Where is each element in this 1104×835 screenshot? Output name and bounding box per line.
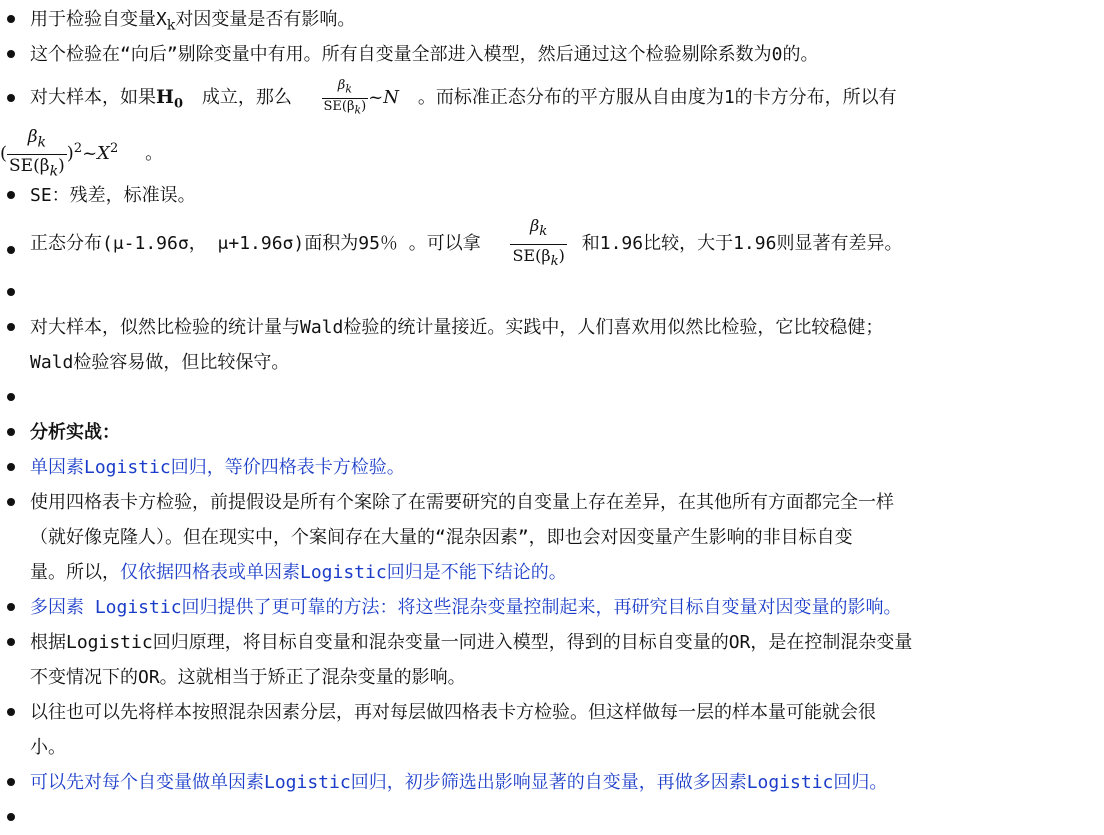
list-item (0, 275, 1104, 310)
bullet-icon (7, 94, 15, 102)
item-text: 对大样本，如果 (30, 87, 156, 108)
fraction-beta-over-se: $\frac{\beta_k}{SE(\beta_k)}$ (512, 216, 565, 269)
h0-symbol: H (156, 86, 174, 108)
bullet-icon (7, 246, 15, 254)
bullet-icon (7, 463, 15, 471)
item-text: 小。 (30, 737, 66, 758)
item-text: 以往也可以先将样本按照混杂因素分层，再对每层做四格表卡方检验。但这样做每一层的样本量可能就会很 (30, 702, 876, 723)
item-text: 这个检验在“向后”剔除变量中有用。所有自变量全部进入模型，然后通过这个检验剔除系数为0的。 (30, 44, 819, 65)
section-heading: 分析实战： (30, 422, 120, 443)
bullet-icon (7, 191, 15, 199)
bullet-icon (7, 778, 15, 786)
bullet-icon (7, 393, 15, 401)
list-item (0, 590, 1104, 625)
list-item (0, 72, 1104, 178)
list-item (0, 415, 1104, 450)
list-item (0, 178, 1104, 213)
item-text: 量。所以， (30, 562, 120, 583)
bullet-icon (7, 323, 15, 331)
h0-subscript: 0 (173, 96, 183, 112)
bullet-icon (7, 813, 15, 821)
item-text: 成立，那么 (201, 87, 292, 108)
item-text: 对大样本，似然比检验的统计量与Wald检验的统计量接近。实践中，人们喜欢用似然比检验，它比较稳健； (30, 317, 884, 338)
list-item (0, 450, 1104, 485)
list-item (0, 695, 1104, 765)
list-item (0, 213, 1104, 275)
list-item (0, 37, 1104, 72)
bullet-icon (7, 498, 15, 506)
bullet-icon (7, 638, 15, 646)
item-text: （就好像克隆人）。但在现实中，个案间存在大量的“混杂因素”，即也会对因变量产生影响的非目标自变 (30, 527, 853, 548)
item-text: SE：残差，标准误。 (30, 185, 196, 206)
formula-line: ( $\frac{\beta_k}{SE(\beta_k)}$ )$^2\sim X^2$ 。 (0, 122, 1104, 176)
fraction-beta-over-se: $\frac{\beta_k}{SE(\beta_k)}$ (323, 77, 367, 117)
list-item (0, 2, 1104, 37)
item-text: 用于检验自变量X (30, 9, 167, 30)
item-text: 使用四格表卡方检验，前提假设是所有个案除了在需要研究的自变量上存在差异，在其他所有方面都完全一样 (30, 492, 894, 513)
bullet-icon (7, 603, 15, 611)
tilde-n: ~N (368, 87, 399, 108)
item-text: 正态分布(μ-1.96σ， μ+1.96σ)面积为95％ 。可以拿 (30, 233, 481, 254)
highlighted-text: 单因素Logistic回归，等价四格表卡方检验。 (30, 457, 405, 478)
item-text: 不变情况下的OR。这就相当于矫正了混杂变量的影响。 (30, 667, 466, 688)
item-text: 对因变量是否有影响。 (175, 9, 356, 30)
item-text: Wald检验容易做，但比较保守。 (30, 352, 290, 373)
bullet-icon (7, 50, 15, 58)
bullet-icon (7, 288, 15, 296)
list-item (0, 380, 1104, 415)
item-text: 根据Logistic回归原理，将目标自变量和混杂变量一同进入模型，得到的目标自变量的OR，是在控制混杂变量 (30, 632, 913, 653)
highlighted-text: 多因素 Logistic回归提供了更可靠的方法：将这些混杂变量控制起来，再研究目标自变量对因变量的影响。 (30, 597, 902, 618)
list-item (0, 485, 1104, 590)
highlighted-text: 可以先对每个自变量做单因素Logistic回归，初步筛选出影响显著的自变量，再做多因素Logistic回归。 (30, 772, 888, 793)
list-item (0, 765, 1104, 800)
item-text: 。而标准正态分布的平方服从自由度为1的卡方分布，所以有 (417, 87, 897, 108)
highlighted-text: 仅依据四格表或单因素Logistic回归是不能下结论的。 (120, 562, 567, 583)
bullet-icon (7, 708, 15, 716)
bullet-icon (7, 428, 15, 436)
fraction-beta-over-se-large: $\frac{\beta_k}{SE(\beta_k)}$ (9, 127, 65, 179)
subscript-k: k (166, 17, 176, 34)
bullet-icon (7, 15, 15, 23)
list-item (0, 310, 1104, 380)
list-item (0, 625, 1104, 695)
item-text: 和1.96比较，大于1.96则显著有差异。 (581, 233, 903, 254)
